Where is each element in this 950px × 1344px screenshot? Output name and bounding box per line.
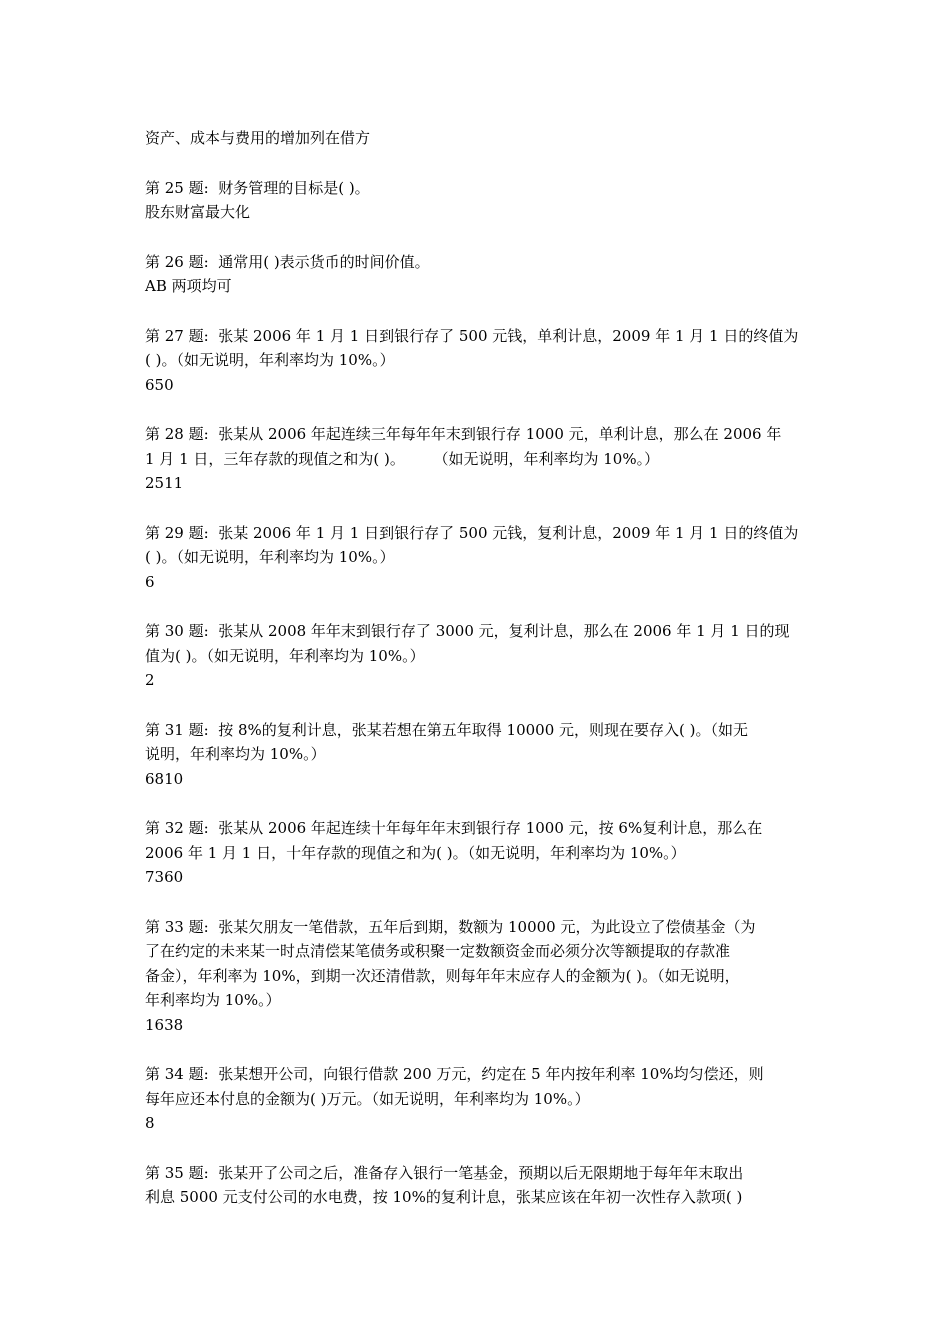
question-text: 第 26 题: 通常用( )表示货币的时间价值。 (145, 252, 430, 271)
question-35 (145, 1161, 815, 1210)
document-page (145, 126, 815, 1235)
question-34 (145, 1062, 815, 1136)
answer-text: 2511 (145, 474, 184, 492)
question-text: 备金），年利率为 10%，到期一次还清借款，则每年年末应存人的金额为( )。（如无说明， (145, 966, 740, 985)
question-text: 第 27 题: 张某 2006 年 1 月 1 日到银行存了 500 元钱，单利计息，2009 年 1 月 1 日的终值为 (145, 326, 799, 345)
question-31 (145, 718, 815, 792)
question-text: 每年应还本付息的金额为( )万元。（如无说明，年利率均为 10%。） (145, 1089, 590, 1108)
question-text: 2006 年 1 月 1 日，十年存款的现值之和为( )。（如无说明，年利率均为 10%。） (145, 843, 686, 862)
question-text: 1 月 1 日，三年存款的现值之和为( )。 （如无说明，年利率均为 10%。） (145, 449, 660, 468)
answer-text: AB 两项均可 (145, 277, 232, 295)
question-text: 第 35 题: 张某开了公司之后，准备存入银行一笔基金，预期以后无限期地于每年年末取出 (145, 1163, 744, 1182)
question-text: 第 25 题: 财务管理的目标是( )。 (145, 178, 370, 197)
answer-text: 8 (145, 1114, 155, 1132)
question-25 (145, 176, 815, 225)
answer-text: 6 (145, 572, 155, 591)
question-27 (145, 324, 815, 398)
question-text: ( )。（如无说明，年利率均为 10%。） (145, 548, 395, 566)
question-text: 第 28 题: 张某从 2006 年起连续三年每年年末到银行存 1000 元，单利计息，那么在 2006 年 (145, 425, 782, 443)
question-text: ( )。（如无说明，年利率均为 10%。） (145, 351, 395, 369)
question-text: 第 29 题: 张某 2006 年 1 月 1 日到银行存了 500 元钱，复利计息，2009 年 1 月 1 日的终值为 (145, 523, 799, 542)
question-32 (145, 816, 815, 890)
question-text: 了在约定的未来某一时点清偿某笔债务或积聚一定数额资金而必须分次等额提取的存款准 (145, 942, 731, 960)
question-text: 第 34 题: 张某想开公司，向银行借款 200 万元，约定在 5 年内按年利率 10%均匀偿还，则 (145, 1065, 764, 1083)
question-text: 第 30 题: 张某从 2008 年年末到银行存了 3000 元，复利计息，那么在 2006 年 1 月 1 日的现 (145, 622, 790, 640)
answer-text: 1638 (145, 1015, 184, 1034)
question-29 (145, 521, 815, 595)
question-text: 第 32 题: 张某从 2006 年起连续十年每年年末到银行存 1000 元，按 6%复利计息，那么在 (145, 819, 763, 837)
question-28 (145, 422, 815, 496)
intro-answer-text: 资产、成本与费用的增加列在借方 (145, 129, 371, 147)
answer-text: 股东财富最大化 (145, 203, 251, 221)
answer-text: 2 (145, 671, 155, 689)
answer-text: 6810 (145, 769, 184, 788)
question-text: 第 31 题: 按 8%的复利计息，张某若想在第五年取得 10000 元，则现在要存入( )。（如无 (145, 720, 749, 739)
question-text: 说明，年利率均为 10%。） (145, 745, 326, 763)
answer-text: 650 (145, 375, 174, 394)
question-26 (145, 250, 815, 299)
question-33 (145, 915, 815, 1038)
question-text: 值为( )。（如无说明，年利率均为 10%。） (145, 646, 425, 665)
answer-text: 7360 (145, 868, 184, 886)
question-30 (145, 619, 815, 693)
question-text: 第 33 题: 张某欠朋友一笔借款，五年后到期，数额为 10000 元，为此设立了偿债基金（为 (145, 917, 756, 936)
question-text: 年利率均为 10%。） (145, 991, 281, 1009)
question-text: 利息 5000 元支付公司的水电费，按 10%的复利计息，张某应该在年初一次性存入款项( ) (145, 1188, 743, 1206)
